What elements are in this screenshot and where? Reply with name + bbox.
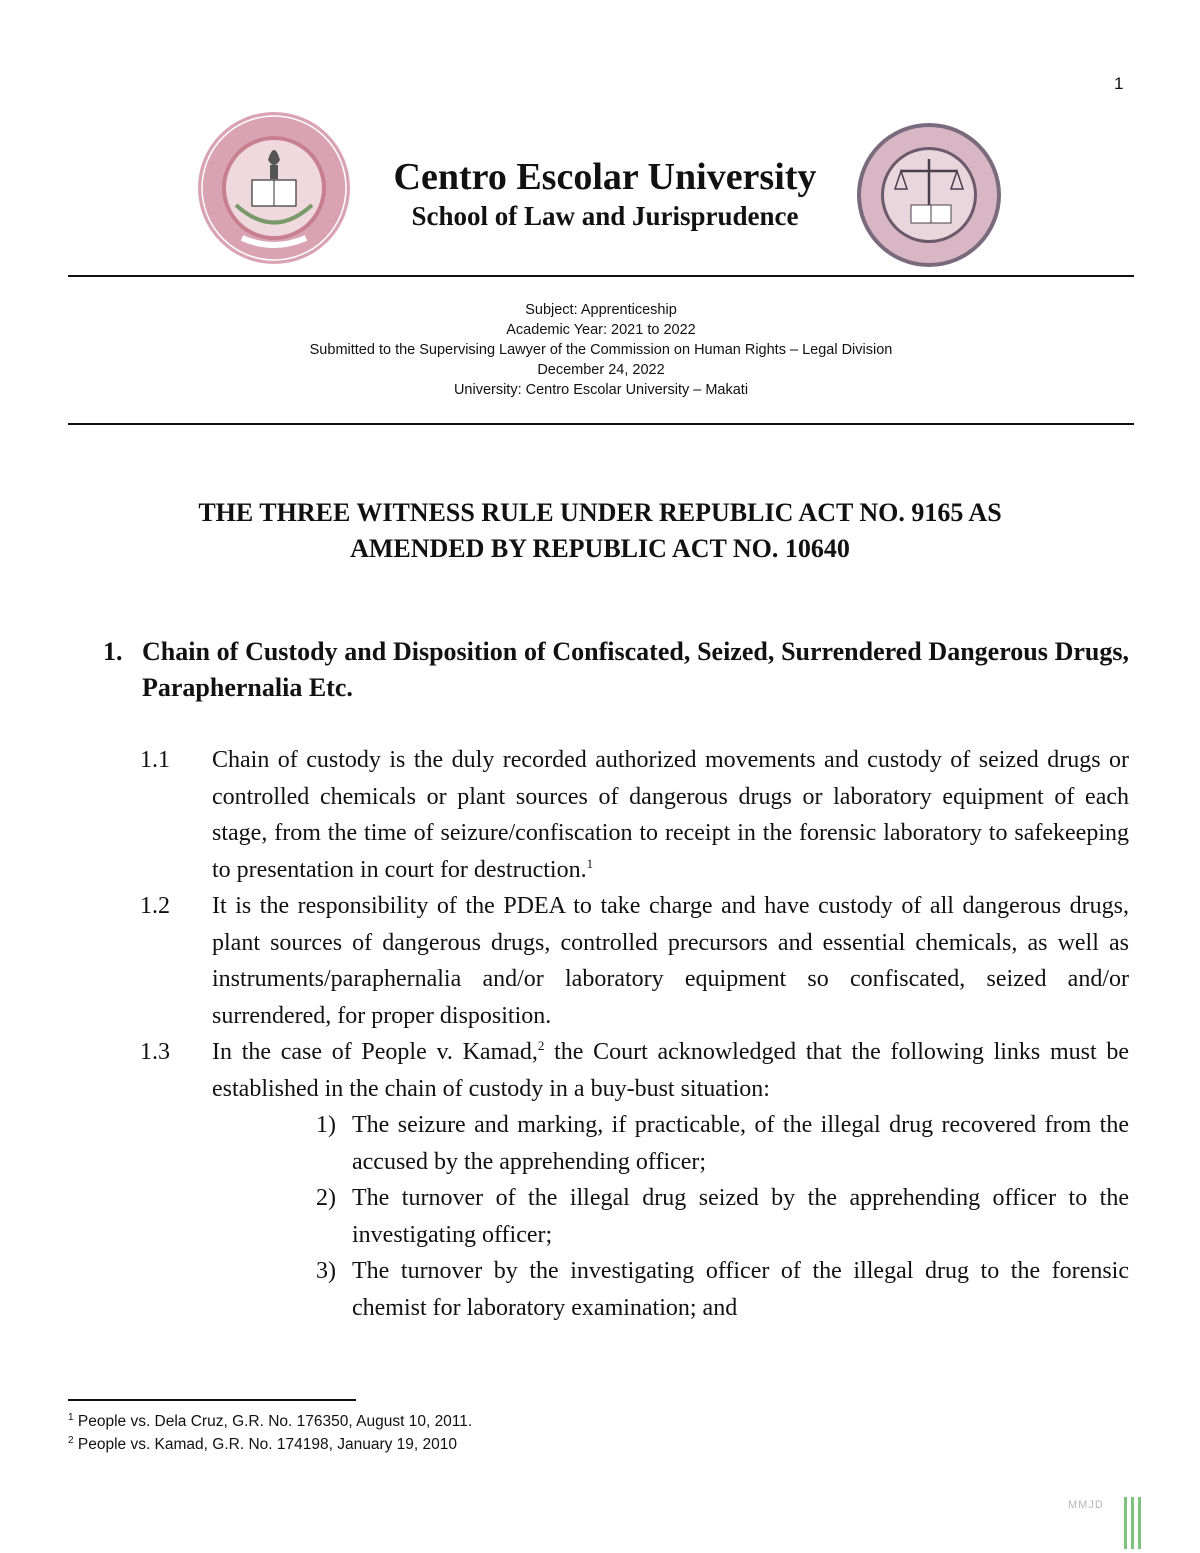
footnote-text: People vs. Dela Cruz, G.R. No. 176350, August 10, 2011. — [73, 1413, 473, 1430]
decorative-bar — [1131, 1497, 1134, 1549]
date-line: December 24, 2022 — [537, 362, 665, 378]
footnote-separator — [68, 1399, 356, 1401]
list-item — [140, 1107, 1129, 1180]
section-heading-text: Chain of Custody and Disposition of Confiscated, Seized, Surrendered Dangerous Drugs, Paraphernalia Etc. — [142, 637, 1129, 702]
section-heading — [103, 634, 1129, 706]
academic-year-line: Academic Year: 2021 to 2022 — [506, 322, 696, 338]
footnote-reference[interactable]: 1 — [586, 855, 594, 871]
paragraph — [140, 1034, 1129, 1107]
paragraph-text: It is the responsibility of the PDEA to take charge and have custody of all dangerous drugs, plant sources of dangerous drugs, controlled precursors and essential chemicals, as well as instruments/paraphernalia and/or laboratory equipment so confiscated, seized and/or surrendered, for proper disposition. — [212, 893, 1129, 1029]
header-divider-bottom — [68, 423, 1134, 425]
paragraph-text: In the case of People v. Kamad, — [212, 1039, 538, 1065]
title-line-1: THE THREE WITNESS RULE UNDER REPUBLIC ACT NO. 9165 AS — [198, 498, 1002, 527]
footnote — [68, 1433, 472, 1456]
list-item-number: 1) — [316, 1112, 336, 1138]
body-paragraphs — [140, 742, 1129, 1326]
submitted-to-line: Submitted to the Supervising Lawyer of the Commission on Human Rights – Legal Division — [309, 342, 893, 358]
paragraph-number: 1.1 — [140, 747, 170, 773]
decorative-bar — [1124, 1497, 1127, 1549]
decorative-bars — [1124, 1497, 1144, 1549]
paragraph-number: 1.3 — [140, 1039, 170, 1065]
list-item-text: The turnover of the illegal drug seized by the apprehending officer to the investigating officer; — [352, 1185, 1129, 1248]
footnote-text: People vs. Kamad, G.R. No. 174198, January 19, 2010 — [73, 1436, 457, 1453]
list-item — [140, 1180, 1129, 1253]
footnote — [68, 1410, 472, 1433]
document-title — [100, 495, 1100, 567]
submission-details — [68, 300, 1134, 400]
custody-links-list — [140, 1107, 1129, 1326]
paragraph — [140, 742, 1129, 888]
footnotes — [68, 1410, 472, 1456]
paragraph-text: Chain of custody is the duly recorded authorized movements and custody of seized drugs or controlled chemicals or plant sources of dangerous drugs or laboratory equipment of each stage, from the time of seizure/confiscation to receipt in the forensic laboratory to safekeeping to presentation in court for destruction. — [212, 747, 1129, 883]
list-item-number: 3) — [316, 1258, 336, 1284]
footnote-reference[interactable]: 2 — [537, 1038, 545, 1053]
title-line-2: AMENDED BY REPUBLIC ACT NO. 10640 — [350, 534, 850, 563]
university-seal-logo — [196, 110, 352, 266]
subject-line: Subject: Apprenticeship — [525, 302, 677, 318]
footnote-number: 2 — [68, 1434, 74, 1446]
list-item-text: The seizure and marking, if practicable, of the illegal drug recovered from the accused by the apprehending officer; — [352, 1112, 1129, 1175]
header-divider-top — [68, 275, 1134, 277]
corner-initials: MMJD — [1068, 1499, 1104, 1511]
paragraph-text-continued: the Court acknowledged that the following links must be established in the chain of custody in a buy-bust situation: — [212, 1039, 1129, 1102]
university-line: University: Centro Escolar University – Makati — [453, 382, 749, 398]
decorative-bar — [1138, 1497, 1141, 1549]
paragraph — [140, 888, 1129, 1034]
list-item — [140, 1253, 1129, 1326]
page-number: 1 — [1114, 74, 1124, 93]
footnote-number: 1 — [68, 1411, 74, 1423]
school-name: School of Law and Jurisprudence — [411, 201, 799, 231]
list-item-number: 2) — [316, 1185, 336, 1211]
list-item-text: The turnover by the investigating officer of the illegal drug to the forensic chemist for laboratory examination; and — [352, 1258, 1129, 1321]
section-number: 1. — [103, 637, 123, 666]
paragraph-number: 1.2 — [140, 893, 170, 919]
university-name: Centro Escolar University — [393, 156, 817, 198]
law-school-seal-logo — [855, 121, 1003, 269]
